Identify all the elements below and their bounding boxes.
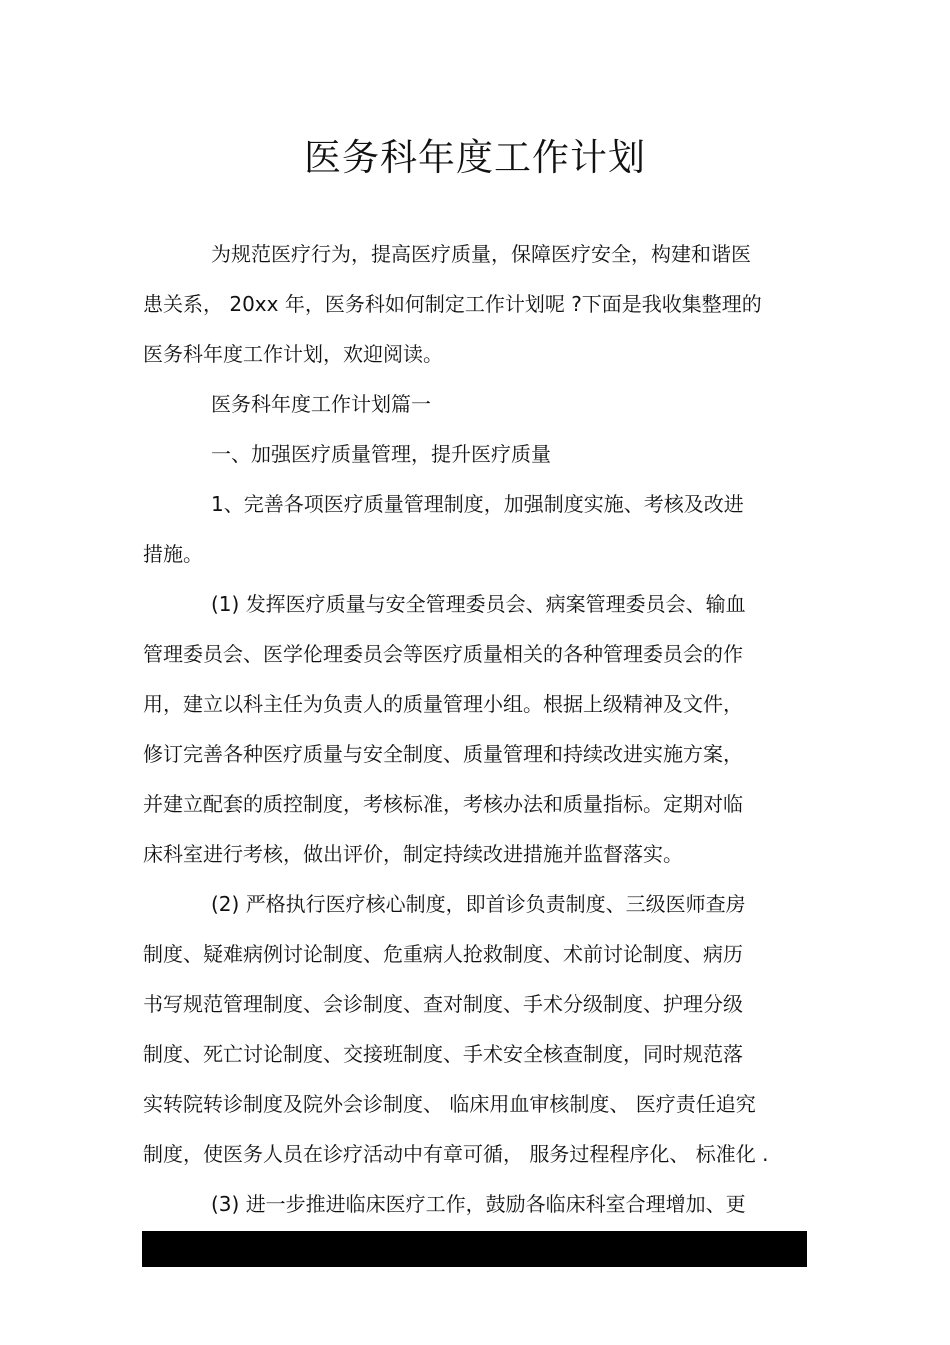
paragraph-line: 1、完善各项医疗质量管理制度，加强制度实施、考核及改进 — [211, 492, 744, 516]
paragraph-line: 制度，使医务人员在诊疗活动中有章可循， 服务过程程序化、 标准化 . — [143, 1142, 769, 1166]
section-heading: 医务科年度工作计划篇一 — [211, 392, 431, 416]
paragraph-line: 制度、死亡讨论制度、交接班制度、手术安全核查制度，同时规范落 — [143, 1042, 743, 1066]
paragraph-line: 书写规范管理制度、会诊制度、查对制度、手术分级制度、护理分级 — [143, 992, 743, 1016]
redaction-bar — [142, 1231, 807, 1267]
paragraph-line: 医务科年度工作计划，欢迎阅读。 — [143, 342, 443, 366]
paragraph-line: 为规范医疗行为，提高医疗质量，保障医疗安全，构建和谐医 — [211, 242, 751, 266]
paragraph-line: 并建立配套的质控制度，考核标准，考核办法和质量指标。定期对临 — [143, 792, 743, 816]
paragraph-line: 管理委员会、医学伦理委员会等医疗质量相关的各种管理委员会的作 — [143, 642, 743, 666]
paragraph-line: 修订完善各种医疗质量与安全制度、质量管理和持续改进实施方案， — [143, 742, 743, 766]
paragraph-line: 制度、疑难病例讨论制度、危重病人抢救制度、术前讨论制度、病历 — [143, 942, 743, 966]
paragraph-line: (2) 严格执行医疗核心制度，即首诊负责制度、三级医师查房 — [211, 892, 746, 916]
section-heading: 一、加强医疗质量管理，提升医疗质量 — [211, 442, 551, 466]
paragraph-line: (3) 进一步推进临床医疗工作，鼓励各临床科室合理增加、更 — [211, 1192, 746, 1216]
paragraph-line: 床科室进行考核，做出评价，制定持续改进措施并监督落实。 — [143, 842, 683, 866]
paragraph-line: (1) 发挥医疗质量与安全管理委员会、病案管理委员会、输血 — [211, 592, 746, 616]
paragraph-line: 实转院转诊制度及院外会诊制度、 临床用血审核制度、 医疗责任追究 — [143, 1092, 756, 1116]
paragraph-line: 患关系， 20xx 年，医务科如何制定工作计划呢 ?下面是我收集整理的 — [143, 292, 762, 316]
paragraph-line: 用，建立以科主任为负责人的质量管理小组。根据上级精神及文件， — [143, 692, 743, 716]
paragraph-line: 措施。 — [143, 542, 203, 566]
document-title: 医务科年度工作计划 — [304, 136, 646, 179]
